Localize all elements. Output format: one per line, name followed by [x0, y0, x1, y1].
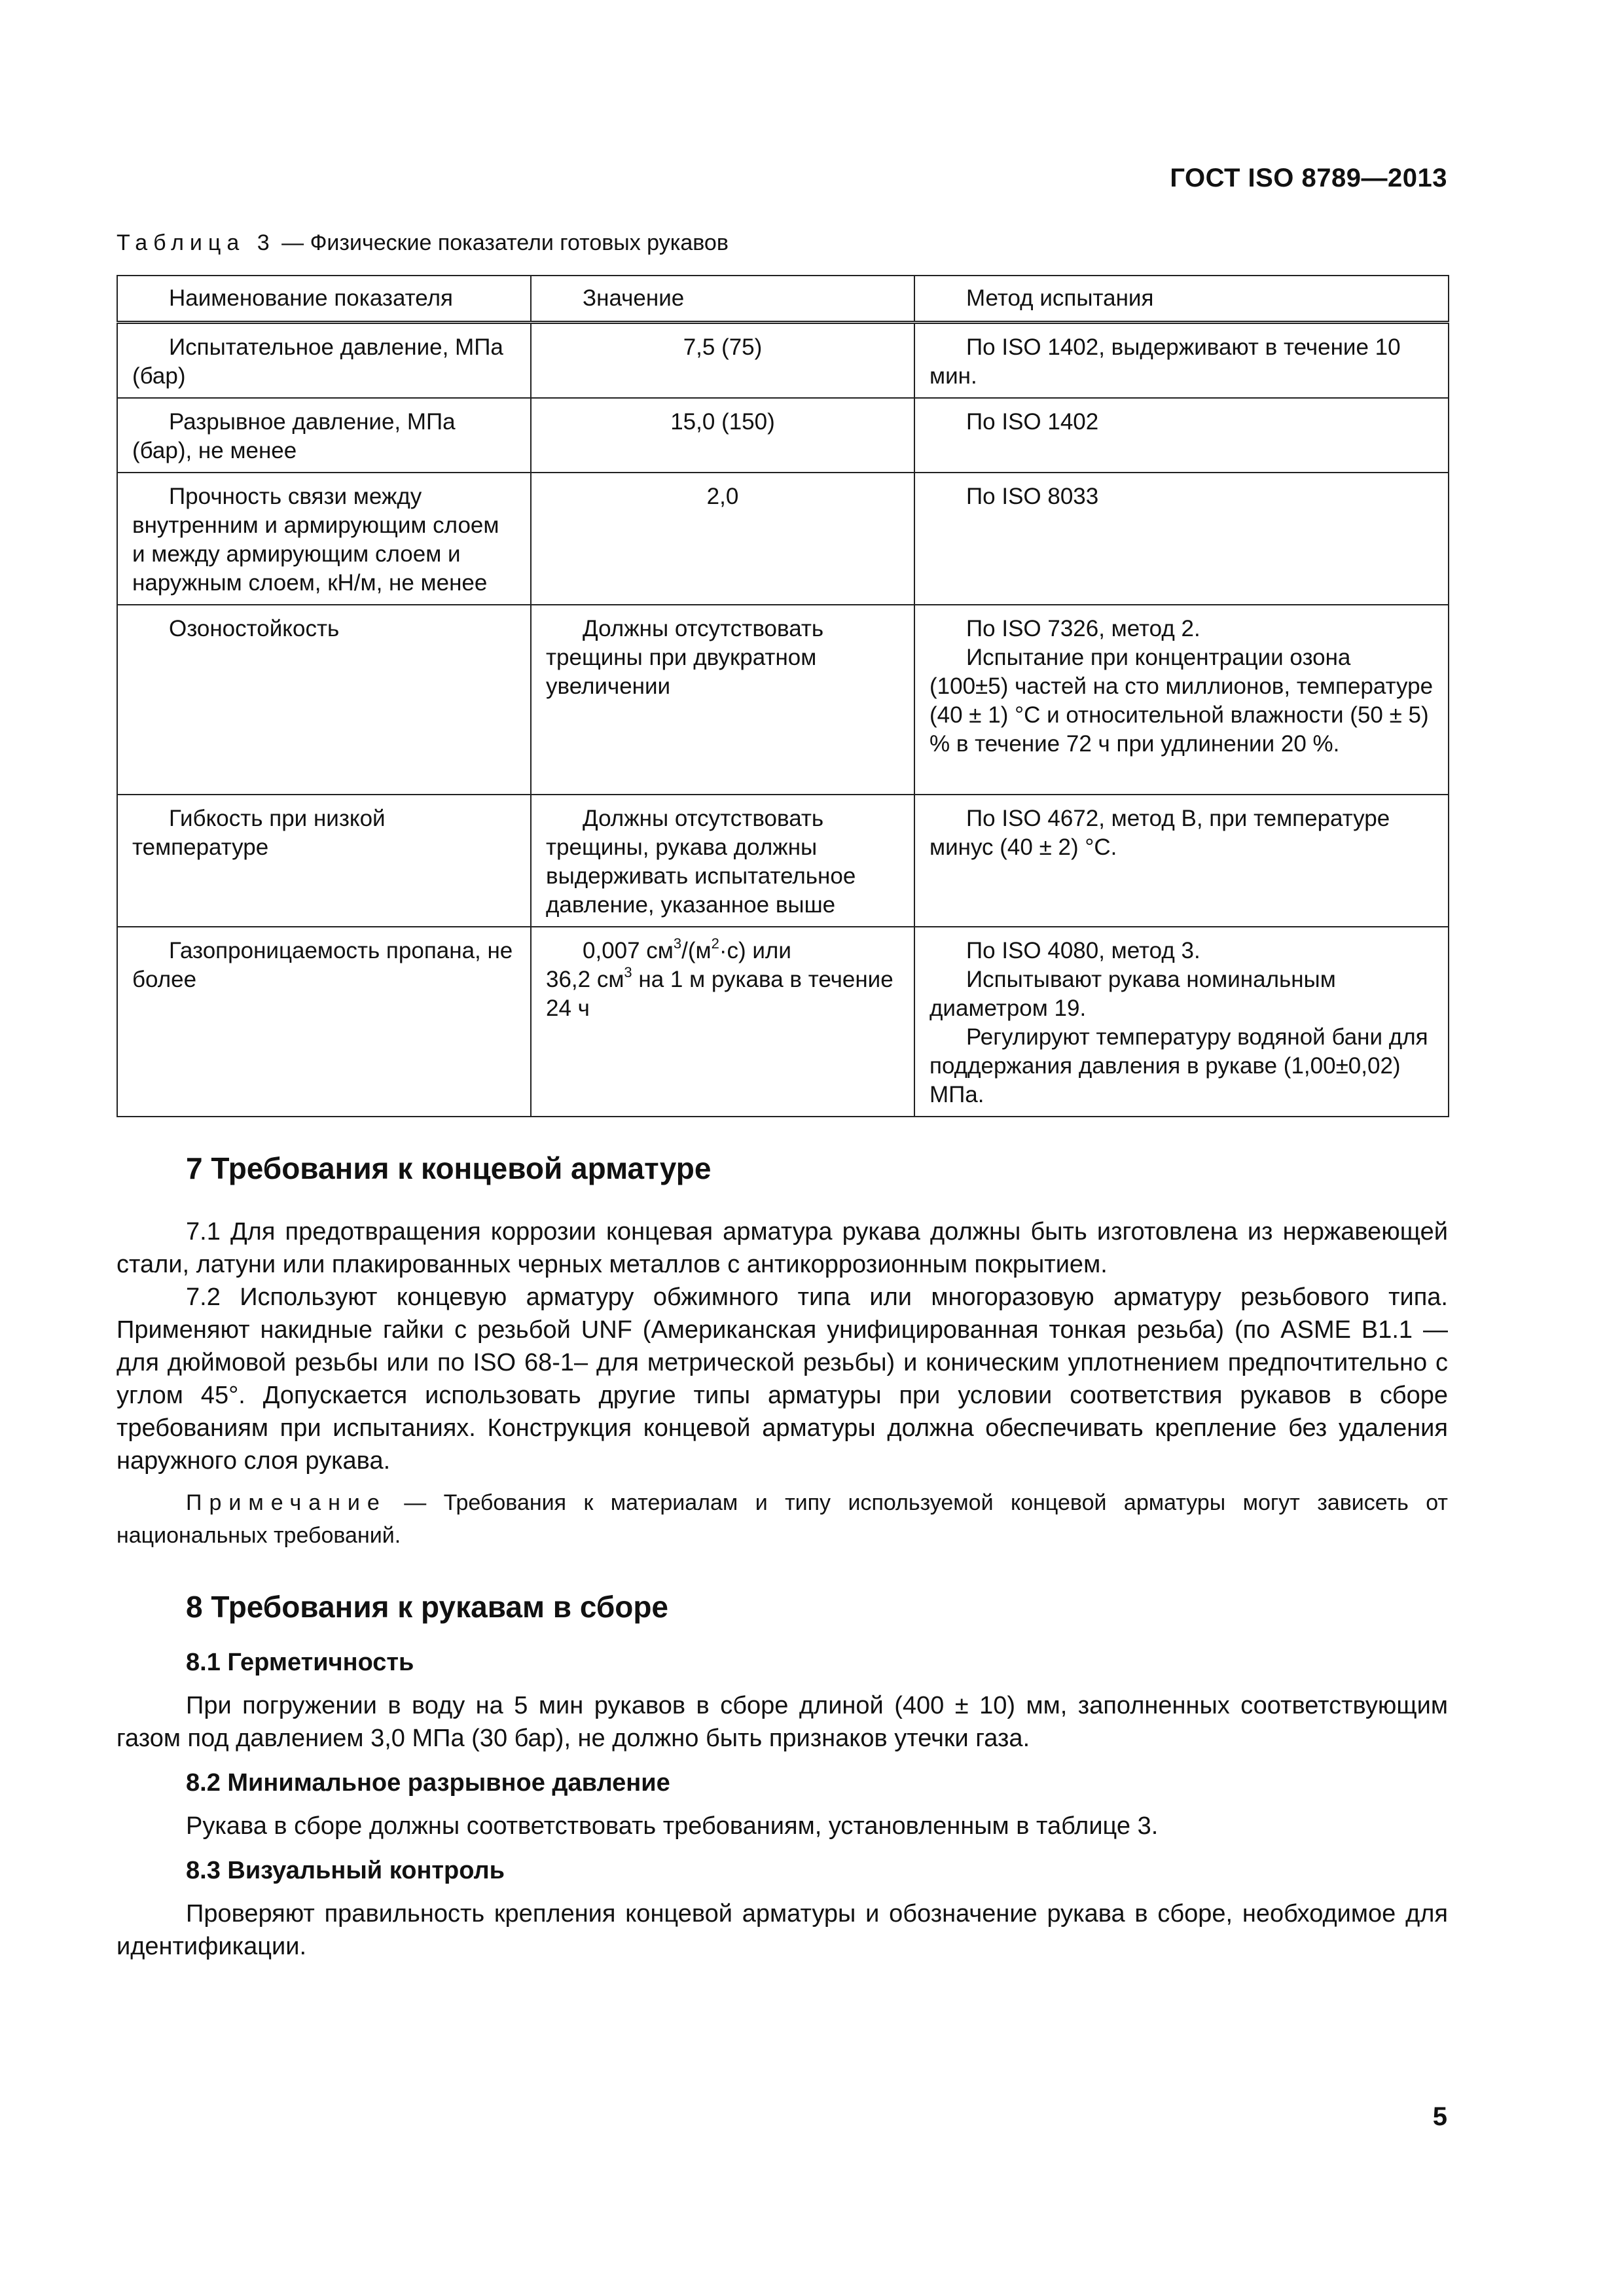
table-row	[117, 605, 1449, 795]
table-caption-label: Таблица 3	[117, 230, 276, 255]
value-fragment: 36,2 см	[546, 967, 624, 992]
standard-designation: ГОСТ ISO 8789—2013	[1170, 164, 1447, 192]
method-line: Регулируют температуру водяной бани для поддержания давления в рукаве (1,00±0,02) МПа.	[929, 1024, 1428, 1107]
subsection-heading: 8.3 Визуальный контроль	[186, 1857, 505, 1884]
row-method	[914, 927, 1449, 1117]
value-text: Должны отсутствовать трещины, рукава должны выдерживать испытательное давление, указанное выше	[546, 806, 856, 918]
row-method	[914, 323, 1449, 399]
row-value: 7,5 (75)	[531, 323, 914, 399]
row-method	[914, 398, 1449, 473]
table-row	[117, 398, 1449, 473]
value-superscript: 2	[711, 935, 719, 952]
value-fragment: ·с) или	[719, 938, 791, 963]
method-line: (40 ± 1) °С и относительной влажности (50 ± 5) % в течение 72 ч при удлинении 20 %.	[929, 702, 1429, 757]
section-heading: 8 Требования к рукавам в сборе	[186, 1590, 669, 1624]
method-line: Испытание при концентрации озона (100±5) частей на сто миллионов, температуре	[929, 645, 1434, 699]
row-value	[531, 795, 914, 927]
value-superscript: 3	[624, 964, 632, 981]
table-row	[117, 473, 1449, 605]
table-header-row	[117, 276, 1449, 323]
note	[117, 1486, 1448, 1552]
row-value	[531, 605, 914, 795]
table-row	[117, 323, 1449, 399]
row-value: 2,0	[531, 473, 914, 605]
method-line: Испытывают рукава номинальным диаметром 19.	[929, 967, 1336, 1021]
table-caption	[117, 230, 729, 256]
column-header-value: Значение	[531, 276, 914, 323]
row-name: Прочность связи между внутренним и армирующим слоем и между армирующим слоем и наружным слоем, кН/м, не менее	[117, 473, 531, 605]
method-line: По ISO 4080, метод 3.	[966, 938, 1200, 963]
subsection-heading: 8.2 Минимальное разрывное давление	[186, 1769, 670, 1797]
value-text: Должны отсутствовать трещины при двукратном увеличении	[546, 616, 824, 699]
physical-properties-table	[117, 275, 1449, 1117]
table-row	[117, 795, 1449, 927]
section-8	[117, 1587, 1448, 1963]
row-name: Разрывное давление, МПа (бар), не менее	[117, 398, 531, 473]
table-caption-text: — Физические показатели готовых рукавов	[281, 230, 729, 255]
paragraph-8-1: При погружении в воду на 5 мин рукавов в сборе длиной (400 ± 10) мм, заполненных соответствующим газом под давлением 3,0 МПа (30 бар), не должно быть признаков утечки газа.	[117, 1692, 1448, 1752]
row-name: Гибкость при низкой температуре	[117, 795, 531, 927]
row-value: 15,0 (150)	[531, 398, 914, 473]
method-line: По ISO 1402, выдерживают в течение 10 мин.	[929, 334, 1401, 389]
row-method	[914, 473, 1449, 605]
page-number: 5	[1432, 2102, 1447, 2131]
method-line: По ISO 7326, метод 2.	[966, 616, 1200, 641]
value-line	[546, 937, 899, 965]
paragraph-8-2: Рукава в сборе должны соответствовать требованиям, установленным в таблице 3.	[186, 1812, 1159, 1840]
row-name: Озоностойкость	[117, 605, 531, 795]
value-superscript: 3	[673, 935, 682, 952]
table-row	[117, 927, 1449, 1117]
row-method	[914, 795, 1449, 927]
column-header-name: Наименование показателя	[117, 276, 531, 323]
value-fragment: 0,007 см	[583, 938, 674, 963]
note-label: Примечание	[186, 1490, 387, 1515]
note-text: — Требования к материалам и типу используемой концевой арматуры могут зависеть от национальных требований.	[117, 1490, 1448, 1548]
paragraph-7-2: 7.2 Используют концевую арматуру обжимного типа или многоразовую арматуру резьбового типа. Применяют накидные гайки с резьбой UNF (Американская унифицированная тонкая резьба) (по ASME B1.1 — для дюймовой резьбы или по ISO 68-1– для метрической резьбы) и коническим уплотнением предпочтительно с углом 45°. Допускается использовать другие типы арматуры при условии соответствия рукавов в сборе требованиям при испытаниях. Конструкция концевой арматуры должна обеспечивать крепление без удаления наружного слоя рукава.	[117, 1283, 1448, 1475]
row-name: Газопроницаемость пропана, не более	[117, 927, 531, 1117]
method-line: По ISO 4672, метод В, при температуре минус (40 ± 2) °С.	[929, 806, 1390, 860]
value-fragment: на 1 м рукава в течение 24 ч	[546, 967, 893, 1021]
value-line	[546, 964, 893, 1021]
value-fragment: /(м	[681, 938, 712, 963]
row-method	[914, 605, 1449, 795]
method-line: По ISO 1402	[966, 409, 1099, 435]
paragraph-7-1: 7.1 Для предотвращения коррозии концевая арматура рукава должны быть изготовлена из нержавеющей стали, латуни или плакированных черных металлов с антикоррозионным покрытием.	[117, 1218, 1448, 1278]
paragraph-8-3: Проверяют правильность крепления концевой арматуры и обозначение рукава в сборе, необходимое для идентификации.	[117, 1900, 1448, 1960]
row-name: Испытательное давление, МПа (бар)	[117, 323, 531, 399]
column-header-method: Метод испытания	[914, 276, 1449, 323]
row-value	[531, 927, 914, 1117]
subsection-heading: 8.1 Герметичность	[186, 1649, 414, 1676]
section-7	[117, 1149, 1448, 1552]
method-line: По ISO 8033	[966, 484, 1099, 509]
section-heading: 7 Требования к концевой арматуре	[186, 1151, 712, 1185]
